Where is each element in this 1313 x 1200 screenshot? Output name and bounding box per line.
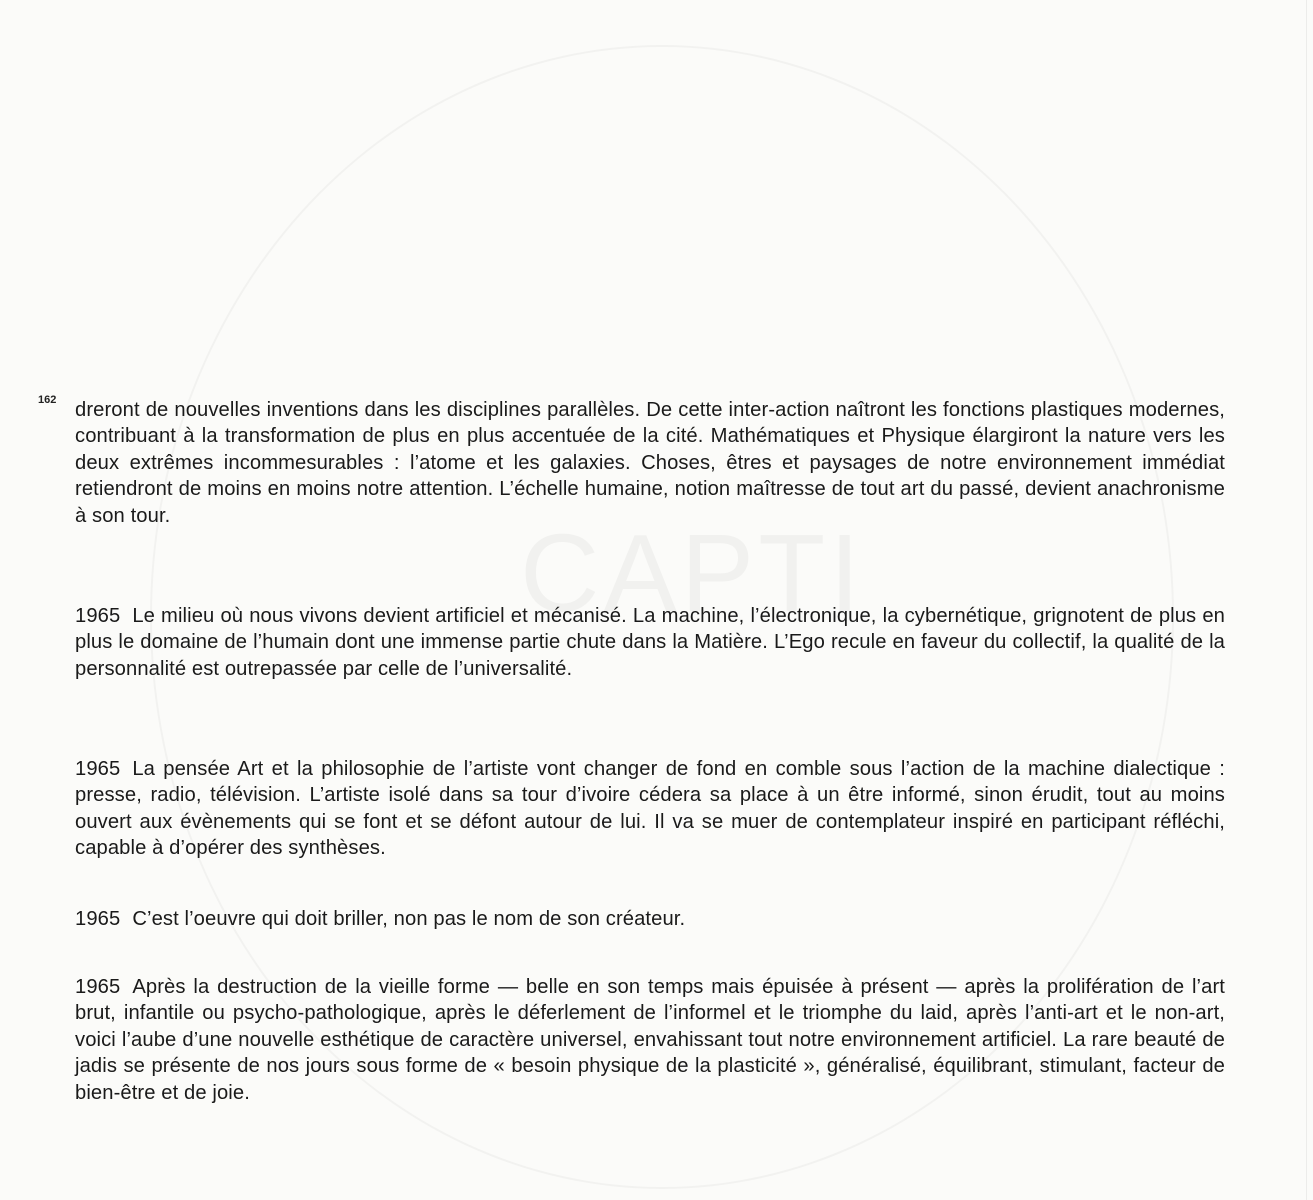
paragraph-3 bbox=[75, 756, 1225, 862]
page-edge bbox=[1306, 0, 1307, 1200]
paragraph-1 bbox=[75, 397, 1225, 529]
paragraph-text: La pensée Art et la philosophie de l’artiste vont changer de fond en comble sous l’action de la machine dialectique : presse, radio, télévision. L’artiste isolé dans sa tour d’ivoire cédera sa place à un être informé, sinon érudit, tout au moins ouvert aux évènements qui se font et se défont autour de lui. Il va se muer de contemplateur inspiré en participant réfléchi, capable à d’opérer des synthèses. bbox=[75, 758, 1225, 860]
paragraph-text: C’est l’oeuvre qui doit briller, non pas le nom de son créateur. bbox=[132, 908, 686, 930]
paragraph-5 bbox=[75, 974, 1225, 1106]
paragraph-year: 1965 bbox=[75, 976, 121, 998]
paragraph-text: dreront de nouvelles inventions dans les disciplines parallèles. De cette inter-action naîtront les fonctions plastiques modernes, contribuant à la transformation de plus en plus accentuée de la cité. Mathématiques et Physique élargiront la nature vers les deux extrêmes incommesurables : l’atome et les galaxies. Choses, êtres et paysages de notre environnement immédiat retiendront de moins en moins notre attention. L’échelle humaine, notion maîtresse de tout art du passé, devient anachronisme à son tour. bbox=[75, 399, 1225, 527]
page-number: 162 bbox=[38, 394, 57, 406]
paragraph-2 bbox=[75, 603, 1225, 682]
paragraph-year: 1965 bbox=[75, 605, 121, 627]
paragraph-text: Le milieu où nous vivons devient artificiel et mécanisé. La machine, l’électronique, la cybernétique, grignotent de plus en plus le domaine de l’humain dont une immense partie chute dans la Matière. L’Ego recule en faveur du collectif, la qualité de la personnalité est outrepassée par celle de l’universalité. bbox=[75, 605, 1225, 680]
paragraph-year: 1965 bbox=[75, 758, 121, 780]
paragraph-text: Après la destruction de la vieille forme — belle en son temps mais épuisée à présent — après la prolifération de l’art brut, infantile ou psycho-pathologique, après le déferlement de l’informel et le triomphe du laid, après l’anti-art et le non-art, voici l’aube d’une nouvelle esthétique de caractère universel, envahissant tout notre environnement artificiel. La rare beauté de jadis se présente de nos jours sous forme de « besoin physique de la plasticité », généralisé, équilibrant, stimulant, facteur de bien-être et de joie. bbox=[75, 976, 1225, 1104]
paragraph-4 bbox=[75, 906, 1225, 932]
paragraph-year: 1965 bbox=[75, 908, 121, 930]
